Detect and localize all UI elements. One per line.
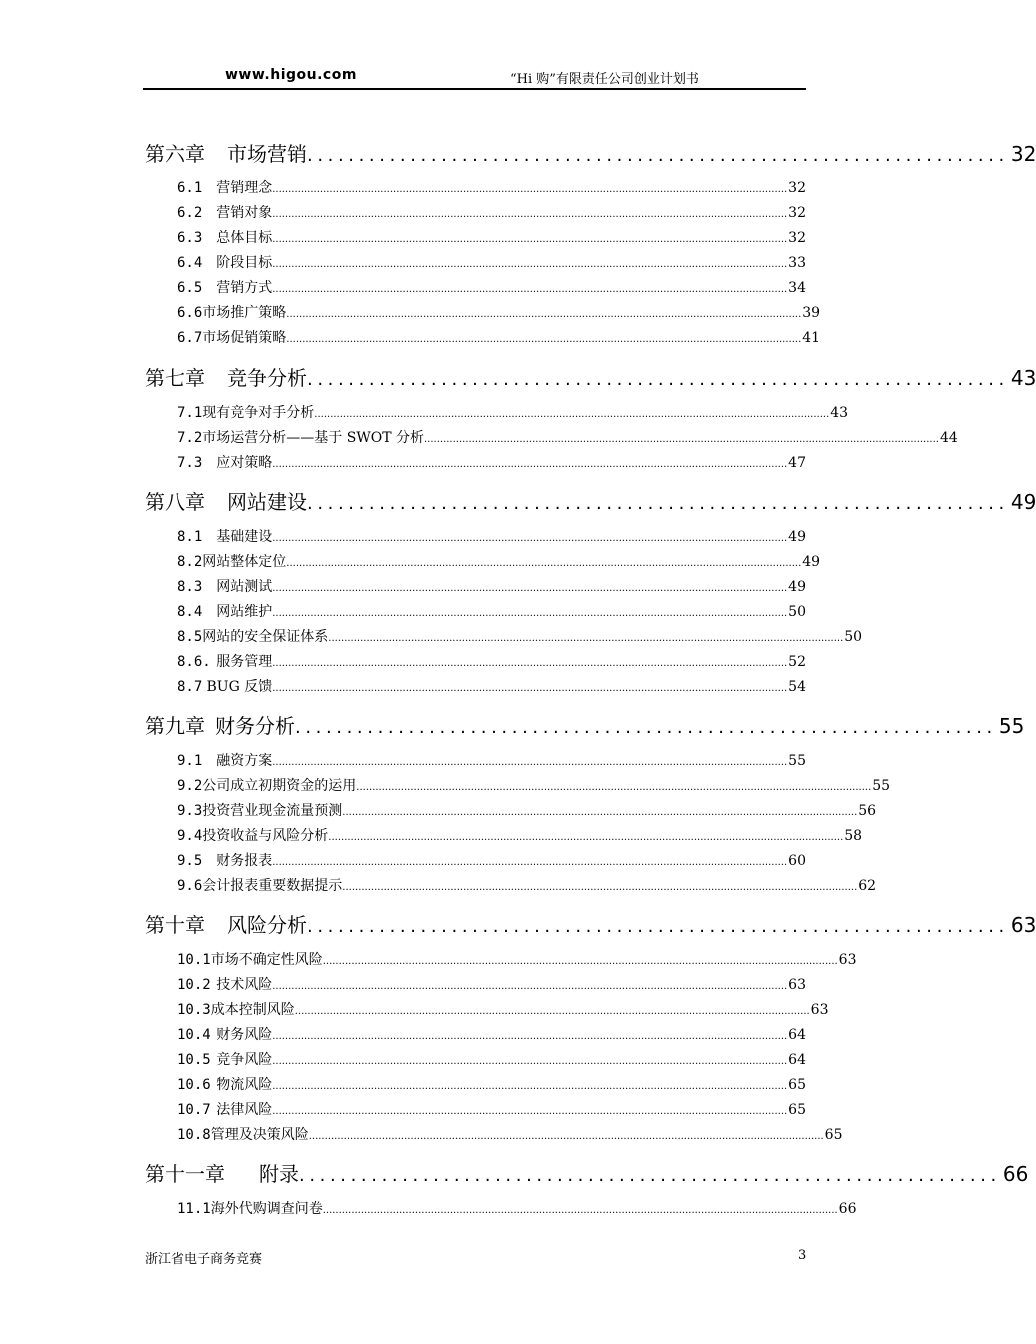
section-title: 市场促销策略 — [202, 330, 287, 346]
section-title: 市场推广策略 — [202, 305, 287, 321]
page-number: 33 — [788, 255, 806, 271]
leader-dots: .................................................................................................................................................................. — [272, 284, 788, 295]
page-number: 47 — [788, 455, 806, 471]
section-title: 成本控制风险 — [210, 1002, 295, 1018]
page-number: 65 — [788, 1077, 806, 1093]
toc-section-10-3[interactable] — [145, 999, 829, 1019]
toc-chapter-10[interactable] — [145, 909, 1036, 937]
section-number: 8.7 — [177, 679, 203, 695]
toc-section-8-7[interactable] — [145, 676, 806, 696]
leader-dots: .................................................................................................................................................................. — [272, 1056, 788, 1067]
page-number: 65 — [788, 1102, 806, 1118]
toc-section-10-7[interactable] — [145, 1099, 806, 1119]
leader-dots: .................................................................... — [295, 717, 997, 738]
toc-section-9-3[interactable] — [145, 800, 877, 820]
section-number: 8.4 — [177, 604, 203, 620]
section-number: 6.3 — [177, 230, 203, 246]
chapter-number: 第十一章 — [145, 1162, 225, 1186]
page-number: 49 — [788, 529, 806, 545]
page-number: 34 — [788, 280, 806, 296]
page-number: 55 — [788, 753, 806, 769]
leader-dots: .................................................................... — [307, 916, 1009, 937]
section-title: 现有竞争对手分析 — [202, 405, 315, 421]
leader-dots: .................................................................................................................................................................. — [424, 434, 939, 445]
toc-section-11-1[interactable] — [145, 1198, 857, 1218]
section-number: 10.8 — [177, 1127, 211, 1143]
section-number: 7.1 — [177, 405, 203, 421]
section-number: 6.2 — [177, 205, 203, 221]
toc-section-7-2[interactable] — [145, 427, 958, 447]
toc-section-10-2[interactable] — [145, 974, 806, 994]
toc-section-10-4[interactable] — [145, 1024, 806, 1044]
section-title: 投资收益与风险分析 — [202, 828, 329, 844]
leader-dots: .................................................................................................................................................................. — [272, 533, 788, 544]
chapter-title: 网站建设 — [227, 490, 307, 514]
section-number: 6.7 — [177, 330, 203, 346]
toc-section-10-5[interactable] — [145, 1049, 806, 1069]
leader-dots: .................................................................................................................................................................. — [272, 583, 788, 594]
section-number: 10.5 — [177, 1052, 211, 1068]
section-number: 9.6 — [177, 878, 203, 894]
section-title: 营销理念 — [216, 180, 273, 196]
section-number: 7.3 — [177, 455, 203, 471]
toc-section-6-2[interactable] — [145, 202, 806, 222]
section-number: 8.3 — [177, 579, 203, 595]
page-header — [143, 62, 806, 90]
section-number: 10.7 — [177, 1102, 211, 1118]
toc-section-7-3[interactable] — [145, 452, 806, 472]
page-number: 41 — [802, 330, 821, 346]
page-number: 55 — [872, 778, 891, 794]
toc-section-10-6[interactable] — [145, 1074, 806, 1094]
section-title: 网站整体定位 — [202, 554, 287, 570]
leader-dots: .................................................................................................................................................................. — [272, 981, 788, 992]
section-title: 法律风险 — [216, 1102, 273, 1118]
page-number: 60 — [788, 853, 806, 869]
leader-dots: .................................................................................................................................................................. — [272, 608, 788, 619]
leader-dots: .................................................................... — [307, 493, 1009, 514]
section-title: 会计报表重要数据提示 — [202, 878, 343, 894]
leader-dots: .................................................................................................................................................................. — [328, 832, 844, 843]
section-number: 9.4 — [177, 828, 203, 844]
section-title: 财务风险 — [216, 1027, 273, 1043]
page-number: 32 — [788, 180, 806, 196]
toc-section-6-3[interactable] — [145, 227, 806, 247]
section-title: 阶段目标 — [216, 255, 273, 271]
leader-dots: .................................................................................................................................................................. — [272, 234, 788, 245]
footer-organization: 浙江省电子商务竞赛 — [145, 1252, 263, 1267]
leader-dots: .................................................................... — [307, 145, 1009, 166]
section-number: 6.1 — [177, 180, 203, 196]
toc-section-6-6[interactable] — [145, 302, 821, 322]
toc-chapter-9[interactable] — [145, 710, 1025, 738]
page-number: 58 — [844, 828, 863, 844]
section-number: 10.1 — [177, 952, 211, 968]
page-number: 65 — [824, 1127, 843, 1143]
section-number: 9.1 — [177, 753, 203, 769]
page-number: 63 — [810, 1002, 829, 1018]
toc-section-6-5[interactable] — [145, 277, 806, 297]
footer-page-number: 3 — [798, 1248, 807, 1263]
section-number: 11.1 — [177, 1201, 211, 1217]
leader-dots: .................................................................... — [299, 1165, 1001, 1186]
chapter-title: 风险分析 — [227, 913, 307, 937]
toc-section-8-1[interactable] — [145, 526, 806, 546]
toc-section-8-4[interactable] — [145, 601, 806, 621]
header-document-title: “Hi 购”有限责任公司创业计划书 — [510, 72, 699, 87]
leader-dots: .................................................................................................................................................................. — [272, 259, 788, 270]
leader-dots: .................................................................................................................................................................. — [322, 956, 838, 967]
chapter-title: 财务分析 — [215, 714, 295, 738]
leader-dots: .................................................................................................................................................................. — [356, 782, 872, 793]
section-title: 网站维护 — [216, 604, 273, 620]
toc-chapter-8[interactable] — [145, 486, 1036, 514]
leader-dots: .................................................................... — [307, 369, 1009, 390]
section-title: 网站测试 — [216, 579, 273, 595]
section-number: 8.5 — [177, 629, 203, 645]
section-number: 10.2 — [177, 977, 211, 993]
page-number: 63 — [1010, 913, 1036, 937]
page-number: 32 — [788, 205, 806, 221]
chapter-number: 第十章 — [145, 913, 205, 937]
leader-dots: .................................................................................................................................................................. — [286, 334, 802, 345]
chapter-number: 第八章 — [145, 490, 205, 514]
section-title: 公司成立初期资金的运用 — [202, 778, 357, 794]
page-number: 49 — [1010, 490, 1036, 514]
leader-dots: .................................................................................................................................................................. — [308, 1131, 824, 1142]
chapter-title: 附录 — [259, 1162, 299, 1186]
page-number: 43 — [1010, 366, 1036, 390]
section-number: 10.4 — [177, 1027, 211, 1043]
section-title: 服务管理 — [216, 654, 273, 670]
toc-section-8-6[interactable] — [145, 651, 806, 671]
leader-dots: .................................................................................................................................................................. — [342, 807, 858, 818]
chapter-number: 第六章 — [145, 142, 205, 166]
section-title: 管理及决策风险 — [210, 1127, 309, 1143]
toc-section-9-2[interactable] — [145, 775, 891, 795]
leader-dots: .................................................................................................................................................................. — [314, 409, 830, 420]
section-title: 竞争风险 — [216, 1052, 273, 1068]
page-number: 56 — [858, 803, 877, 819]
leader-dots: .................................................................................................................................................................. — [328, 633, 844, 644]
section-title: 物流风险 — [216, 1077, 273, 1093]
chapter-number: 第七章 — [145, 366, 205, 390]
toc-chapter-11[interactable] — [145, 1158, 1029, 1186]
toc-section-9-4[interactable] — [145, 825, 863, 845]
leader-dots: .................................................................................................................................................................. — [272, 1031, 788, 1042]
chapter-title: 市场营销 — [227, 142, 307, 166]
page-number: 50 — [844, 629, 863, 645]
section-number: 8.2 — [177, 554, 203, 570]
toc-section-6-1[interactable] — [145, 177, 806, 197]
page-number: 44 — [939, 430, 958, 446]
toc-section-8-3[interactable] — [145, 576, 806, 596]
chapter-title: 竞争分析 — [227, 366, 307, 390]
leader-dots: .................................................................................................................................................................. — [294, 1006, 810, 1017]
page-number: 39 — [802, 305, 821, 321]
section-title: 技术风险 — [216, 977, 273, 993]
leader-dots: .................................................................................................................................................................. — [272, 1106, 788, 1117]
toc-chapter-7[interactable] — [145, 362, 1036, 390]
toc-section-6-4[interactable] — [145, 252, 806, 272]
leader-dots: .................................................................................................................................................................. — [322, 1205, 838, 1216]
section-title: 财务报表 — [216, 853, 273, 869]
header-site-url: www.higou.com — [225, 67, 357, 83]
section-title: 市场不确定性风险 — [210, 952, 323, 968]
leader-dots: .................................................................................................................................................................. — [272, 683, 788, 694]
section-number: 7.2 — [177, 430, 203, 446]
section-title: 投资营业现金流量预测 — [202, 803, 343, 819]
section-number: 6.6 — [177, 305, 203, 321]
section-number: 9.2 — [177, 778, 203, 794]
leader-dots: .................................................................................................................................................................. — [272, 459, 788, 470]
toc-section-9-6[interactable] — [145, 875, 877, 895]
section-number: 6.5 — [177, 280, 203, 296]
section-number: 6.4 — [177, 255, 203, 271]
section-number: 9.3 — [177, 803, 203, 819]
leader-dots: .................................................................................................................................................................. — [272, 184, 788, 195]
page-number: 54 — [788, 679, 806, 695]
page-number: 49 — [788, 579, 806, 595]
toc-section-10-8[interactable] — [145, 1124, 843, 1144]
toc-section-9-1[interactable] — [145, 750, 806, 770]
leader-dots: .................................................................................................................................................................. — [272, 209, 788, 220]
section-title: 营销方式 — [216, 280, 273, 296]
page-number: 64 — [788, 1052, 806, 1068]
toc-section-7-1[interactable] — [145, 402, 849, 422]
page-number: 62 — [858, 878, 877, 894]
page-number: 32 — [1010, 142, 1036, 166]
page-number: 55 — [998, 714, 1025, 738]
page-number: 63 — [838, 952, 857, 968]
section-title: BUG 反馈 — [206, 679, 273, 695]
section-number: 10.6 — [177, 1077, 211, 1093]
section-number: 9.5 — [177, 853, 203, 869]
leader-dots: .................................................................................................................................................................. — [272, 1081, 788, 1092]
toc-section-10-1[interactable] — [145, 949, 857, 969]
leader-dots: .................................................................................................................................................................. — [286, 309, 802, 320]
page-number: 66 — [838, 1201, 857, 1217]
page-number: 49 — [802, 554, 821, 570]
page-number: 66 — [1002, 1162, 1029, 1186]
section-title: 融资方案 — [216, 753, 273, 769]
toc-section-6-7[interactable] — [145, 327, 821, 347]
section-title: 营销对象 — [216, 205, 273, 221]
section-title: 应对策略 — [216, 455, 273, 471]
toc-chapter-6[interactable] — [145, 138, 1036, 166]
section-title: 市场运营分析——基于 SWOT 分析 — [202, 430, 424, 446]
section-title: 网站的安全保证体系 — [202, 629, 329, 645]
toc-section-8-5[interactable] — [145, 626, 863, 646]
page-number: 50 — [788, 604, 806, 620]
section-title: 总体目标 — [216, 230, 273, 246]
page-number: 64 — [788, 1027, 806, 1043]
section-number: 8.6. — [177, 654, 211, 670]
leader-dots: .................................................................................................................................................................. — [272, 757, 788, 768]
leader-dots: .................................................................................................................................................................. — [286, 558, 802, 569]
toc-section-8-2[interactable] — [145, 551, 821, 571]
section-title: 海外代购调查问卷 — [210, 1201, 323, 1217]
leader-dots: .................................................................................................................................................................. — [342, 882, 858, 893]
section-title: 基础建设 — [216, 529, 273, 545]
page-number: 63 — [788, 977, 806, 993]
page-number: 52 — [788, 654, 806, 670]
toc-section-9-5[interactable] — [145, 850, 806, 870]
chapter-number: 第九章 — [145, 714, 205, 738]
leader-dots: .................................................................................................................................................................. — [272, 658, 788, 669]
page-number: 43 — [830, 405, 849, 421]
leader-dots: .................................................................................................................................................................. — [272, 857, 788, 868]
section-number: 10.3 — [177, 1002, 211, 1018]
page-number: 32 — [788, 230, 806, 246]
section-number: 8.1 — [177, 529, 203, 545]
